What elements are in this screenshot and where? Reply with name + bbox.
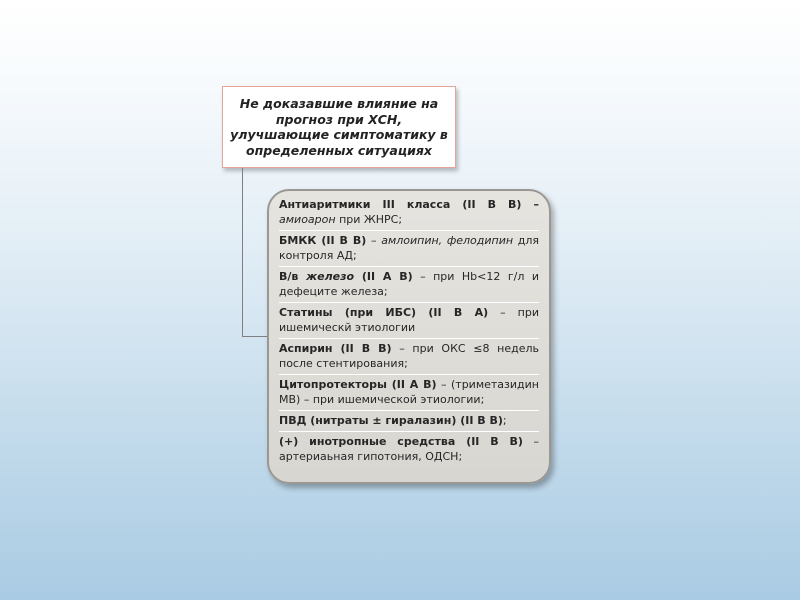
item-recommendation: класса (II В В) –: [394, 198, 539, 211]
drug-list-box: [267, 189, 551, 484]
item-drug-name: амиоарон: [279, 213, 336, 226]
item-label: В/в: [279, 270, 307, 283]
item-indication: – при ишемическй этиологии: [279, 306, 539, 334]
item-indication: при ЖНРС;: [335, 213, 403, 226]
title-text: Не доказавшие влияние на прогноз при ХСН, улучшающие симптоматику в определенных ситуациях: [230, 96, 448, 158]
item-label: БМКК (II В В): [279, 234, 367, 247]
item-indication: Hb<12 г/л и дефеците железа;: [279, 270, 539, 298]
item-label: Статины (при ИБС) (II В А): [279, 306, 489, 319]
list-item-statins: [279, 303, 539, 339]
item-dash: –: [366, 234, 382, 247]
item-class: III: [382, 198, 395, 211]
list-item-inotropes: [279, 432, 539, 467]
list-item-antiarrhythmics: [279, 195, 539, 231]
title-box: [222, 86, 456, 168]
list-item-vasodilators: [279, 411, 539, 432]
item-drug-name: железо: [306, 270, 355, 283]
list-item-cytoprotectors: [279, 375, 539, 411]
connector-horizontal-line: [242, 336, 268, 337]
connector-vertical-line: [242, 168, 243, 337]
item-indication: – артериаьная гипотония, ОДСН;: [279, 435, 539, 463]
item-indication: для контроля АД;: [279, 234, 540, 262]
item-recommendation: (II А В): [354, 270, 413, 283]
item-indication: ;: [502, 414, 507, 427]
list-item-ccb: [279, 231, 539, 267]
item-label: Антиаритмики: [279, 198, 383, 211]
item-indication: – при ОКС ≤8 недель после стентирования;: [279, 342, 539, 370]
item-label: (+) инотропные средства (II В В): [279, 435, 523, 448]
item-label: Аспирин (II В В): [279, 342, 392, 355]
item-indication: – (триметазидин MB) – при ишемической этиологии;: [279, 378, 539, 406]
item-label: Цитопротекторы (II А В): [279, 378, 437, 391]
list-item-aspirin: [279, 339, 539, 375]
list-item-iron: [279, 267, 539, 303]
item-dash: – при: [412, 270, 462, 283]
item-label: ПВД (нитраты ± гиралазин) (II В В): [279, 414, 503, 427]
item-drug-name: амлоипин, фелодипин: [381, 234, 514, 247]
